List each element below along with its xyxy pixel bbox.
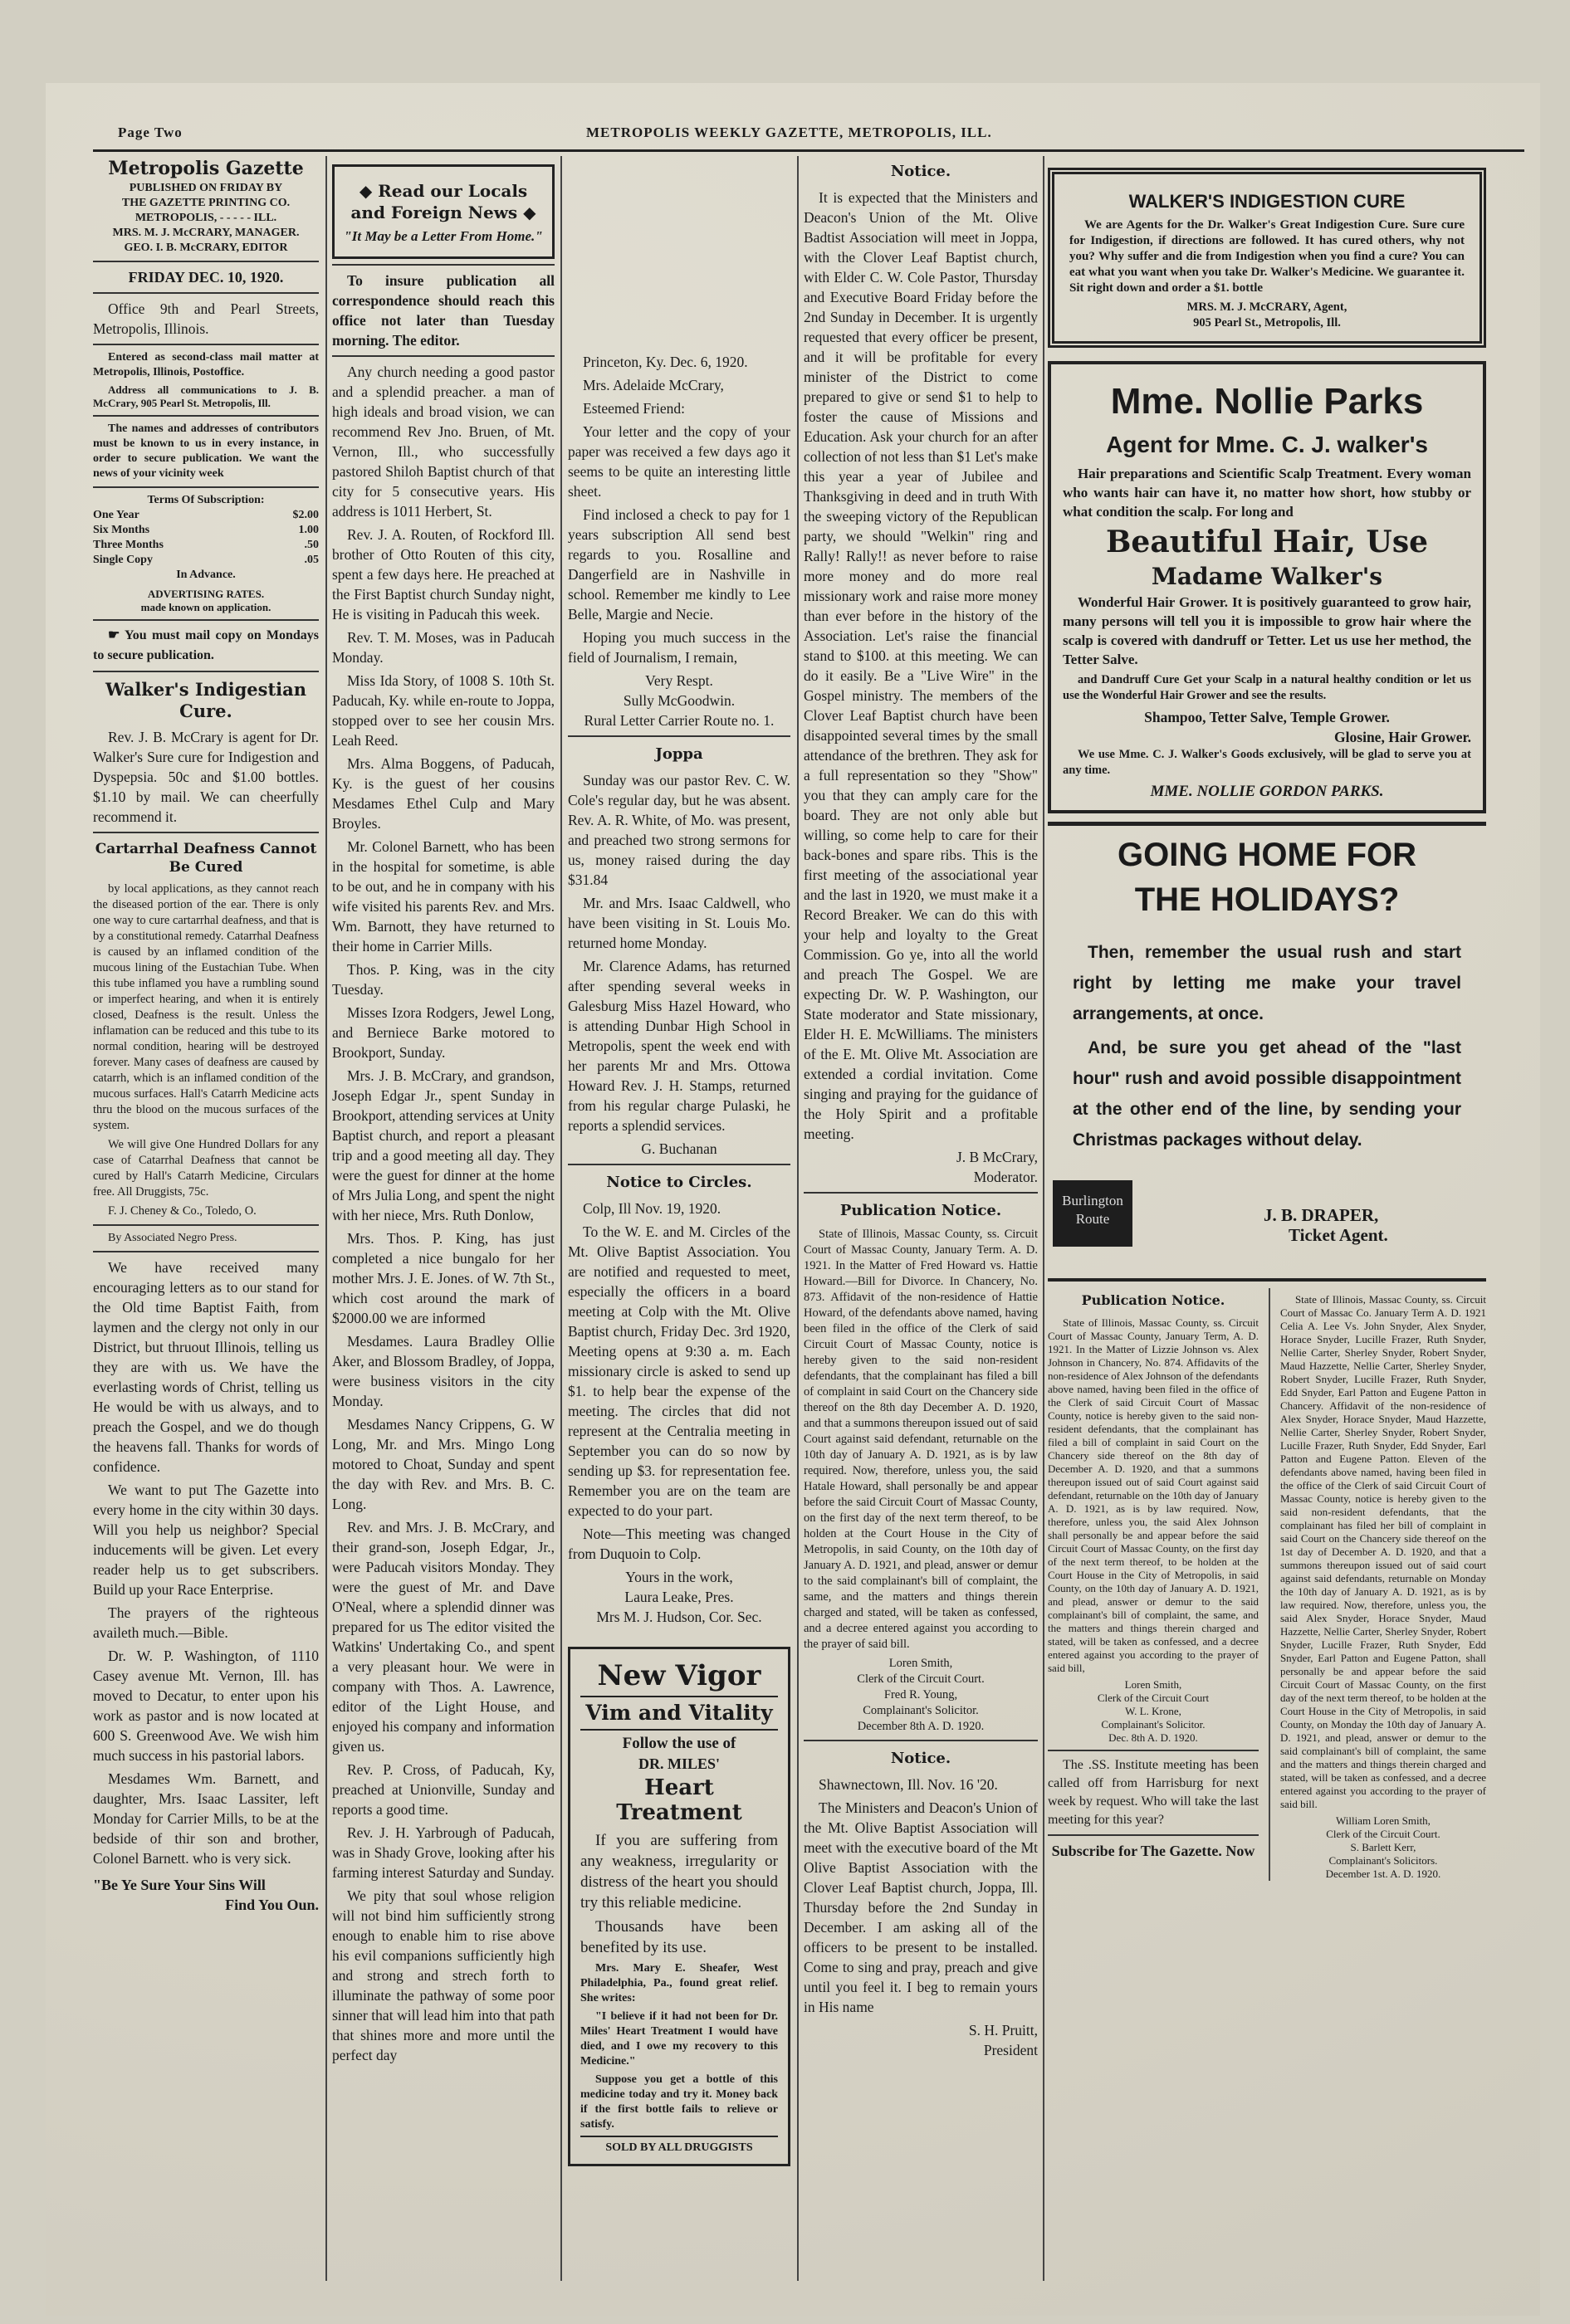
divider xyxy=(93,261,319,262)
pubA-sign: Complainant's Solicitor. xyxy=(1101,1718,1206,1731)
terms-label: One Year xyxy=(93,509,139,521)
page-folio xyxy=(0,116,1570,144)
pub-sign: Fred R. Young, xyxy=(883,1688,958,1702)
ad-para: Mrs. Mary E. Sheafer, West Philadelphia, Pa., found great relief. She writes: xyxy=(580,1962,778,2004)
contributors-notice: The names and addresses of contributors must be known to us in every instance, in order to secure publication. We want the news of your vicinity week xyxy=(93,422,319,480)
parks-big2: Madame Walker's xyxy=(1151,563,1383,590)
terms-advance: In Advance. xyxy=(176,569,236,581)
local-news-item: Rev. J. H. Yarbrough of Paducah, was in Shady Grove, looking after his farming interest Saturday and Sunday. xyxy=(332,1824,555,1881)
walker-ad-box xyxy=(1048,168,1486,348)
letter-sign: Sully McGoodwin. xyxy=(623,692,736,709)
copy-notice-text: You must mail copy on Mondays to secure publication. xyxy=(93,628,319,662)
masthead-line: METROPOLIS, - - - - - ILL. xyxy=(135,212,277,224)
pubA-sign: Clerk of the Circuit Court xyxy=(1097,1692,1210,1704)
article-para: The prayers of the righteous availeth much.—Bible. xyxy=(93,1604,319,1641)
terms-row xyxy=(93,538,319,553)
circles-note: Note—This meeting was changed from Duquoin to Colp. xyxy=(568,1526,790,1562)
notice2-sign: S. H. Pruitt, xyxy=(968,2022,1038,2038)
terms-row xyxy=(93,523,319,538)
local-news-item: Thos. P. King, was in the city Tuesday. xyxy=(332,961,555,998)
terms-value: $2.00 xyxy=(292,509,319,521)
letter-para: Find inclosed a check to pay for 1 years subscription All send best regards to you. Rosalline and Dangerfield are in Nashville in school. Remember me kindly to Lee Belle, Margie and Necie. xyxy=(568,506,790,622)
notice-sign: Moderator. xyxy=(973,1169,1038,1185)
ad-para: Thousands have been benefited by its use. xyxy=(580,1918,778,1956)
holidays-title-1: GOING HOME FOR xyxy=(1118,837,1416,873)
article-para: We want to put The Gazette into every home in the city within 30 days. Will you help us neighbor? Special inducements will be given. Let every reader help us to get subscribers. Build up your Race Enterprise. xyxy=(93,1482,319,1598)
ad-follow: Follow the use of xyxy=(622,1735,736,1752)
letter-para: Your letter and the copy of your paper was received a few days ago it seems to be quite an interesting little sheet. xyxy=(568,423,790,500)
local-news-item: Rev. T. M. Moses, was in Paducah Monday. xyxy=(332,629,555,666)
pubA-title: Publication Notice. xyxy=(1081,1292,1225,1308)
divider xyxy=(568,1164,790,1165)
joppa-para: Sunday was our pastor Rev. C. W. Cole's regular day, but he was absent. Rev. A. R. White, of Mo. was present, and preached two strong sermons for us, money raised during the day $31.84 xyxy=(568,772,790,888)
letter-to: Mrs. Adelaide McCrary, xyxy=(583,377,724,393)
terms-value: .05 xyxy=(304,554,319,566)
walker-cure-title: Walker's Indigestian Cure. xyxy=(105,679,307,721)
column-3 xyxy=(568,156,790,2281)
parks-agent: Agent for Mme. C. J. walker's xyxy=(1106,432,1428,457)
burlington-logo-text: Burlington xyxy=(1062,1193,1123,1208)
local-news-item: Mrs. J. B. McCrary, and grandson, Joseph Edgar Jr., spent Sunday in Brookport, attending services at Unity Baptist church, and report a pleasant trip and a good meeting all day. They were the guest for dinner at the home of Mrs Julia Long, and spent the night with her niece, Mrs. Ruth Donlow, xyxy=(332,1067,555,1223)
publication-notice-text: State of Illinois, Massac County, ss. Circuit Court of Massac County, January Term. A. D. 1921. In the Matter of Fred Howard vs. Hattie Howard.—Bill for Divorce. In Chancery, No. 873. Affidavit of the non-residence of Hattie Howard, of the defendants above named, having been filed in the office of the Clerk of said Circuit Court of Massac County, notice is hereby given to the said non-resident defendants, that the complainant has filed a bill of complaint in said Court on the Chancery side thereof on the 8th day December A. D. 1920, and that a summons thereupon issued out of said Court against said defendant, returnable on the 10th day of January A. D. 1921, as is by law required. Now, therefore, unless you, the said Hatale Howard, shall personally be and appear before the said Circuit Court of Massac County, on the first day of the next term thereof, to be holden at the Court House in the City of Metropolis, in said County, on the 10th day of January A. D. 1921, and plead, answer or demur to the said complainant's bill of complaint, the same, and the matters and things therein charged and stated, will be taken as confessed, and a decree entered against you according to the prayer of said bill. xyxy=(804,1228,1038,1651)
article-para: Mesdames Wm. Barnett, and daughter, Mrs. Isaac Lassiter, left Monday for Carrier Mills, to be at the bedside of thir son and brother, Colonel Barnett. who is very sick. xyxy=(93,1770,319,1867)
parks-para: Hair preparations and Scientific Scalp Treatment. Every woman who wants hair can have it, no matter how short, how stubby or what condition the scalp. For long and xyxy=(1063,466,1471,520)
local-news-item: Any church needing a good pastor and a splendid preacher. a man of high ideals and broad vision, we can recommend Rev Jno. Bruen, of Mt. Vernon, Ill., who successfully pastored Shiloh Baptist church of that city for 5 consecutive years. His address is 1011 Herbert, St. xyxy=(332,364,555,520)
divider xyxy=(1048,1750,1259,1751)
locals-box-title xyxy=(341,180,545,223)
notice-sign: J. B McCrary, xyxy=(956,1149,1038,1165)
divider xyxy=(804,1192,1038,1194)
divider xyxy=(93,1224,319,1226)
ad-para: Suppose you get a bottle of this medicine today and try it. Money back if the first bottle fails to relieve or satisfy. xyxy=(580,2073,778,2131)
closing-quote-1: "Be Ye Sure Your Sins Will xyxy=(93,1877,266,1893)
deafness-title: Cartarrhal Deafness Cannot Be Cured xyxy=(95,841,317,876)
diamond-icon: ◆ xyxy=(517,203,536,222)
pubB-sign: Clerk of the Circuit Court. xyxy=(1326,1828,1440,1840)
dr-miles-ad xyxy=(568,1647,790,2166)
issue-date: FRIDAY DEC. 10, 1920. xyxy=(128,269,284,286)
joppa-para: Mr. Clarence Adams, has returned after spending several weeks in Galesburg Miss Hazel Howard, who is attending Dunbar High School in Metropolis, spent the week end with her parents Mr and Mrs. Ottowa Howard Rev. J. H. Stamps, returned from his regular charge Pulaski, he reports a splendid services. xyxy=(568,958,790,1134)
holidays-para: Then, remember the usual rush and start right by letting me make your travel arrangements, at once. xyxy=(1073,943,1461,1023)
pub-sign: December 8th A. D. 1920. xyxy=(857,1720,985,1733)
locals-box xyxy=(332,164,555,259)
parks-para: and Dandruff Cure Get your Scalp in a natural healthy condition or let us use the Wonderful Hair Grower and see the results. xyxy=(1063,673,1471,702)
burlington-route-logo xyxy=(1053,1180,1132,1247)
address-notice: Address all communications to J. B. McCrary, 905 Pearl St. Metropolis, Ill. xyxy=(93,383,319,409)
column-4 xyxy=(804,156,1038,2281)
divider xyxy=(93,344,319,345)
locals-box-title-text: Read our Locals and Foreign News xyxy=(350,181,528,222)
notice-text: It is expected that the Ministers and Deacon's Union of the Mt. Olive Badtist Association will meet in Joppa, with the Clover Leaf Baptist church, with Elder C. W. Cole Pastor, Thursday and Executive Board Friday before the 2nd Sunday in December. It is urgently requested that every officer be present, and it will be profitable for every minister of the District to come prepared to give or send $1 to help to foster the cause of Missions and Education. Ask your church for an after collection of not less than $1 Let's make this year a year of Jubilee and Thanksgiving in deed and in truth With the sweeping victory of the Republican party, we should "Welkin" ring and Rally! Rally!! as never before to raise more money and do more real missionary work and raise more money than ever before in the history of the Association. Let's raise the financial stand to $100. at this meeting. We can do it easily. Be a "Live Wire" in the Gospel ministry. The members of the Clover Leaf Baptist church have been disappointed several times by the small attendance of the brethren. They ask for a full representation so they "Show" you that they can amply care for the board. They are not only able but willing, so come help to care for their back-bones and spare ribs. This is the first meeting of the associational year and the last in 1920, we must make it a Record Breaker. We can do this with your help and loyalty to the Great Commission. Go ye, into all the world and preach The Gospel. We are expecting Dr. W. P. Washington, our State moderator and State missionary, Elder H. E. McWilliams. The ministers of the E. Mt. Olive Mt. Association are extended a cordial invitation. Come singing and praying for the guidance of the Holy Spirit and a profitable meeting. xyxy=(804,189,1038,1142)
parks-para: Wonderful Hair Grower. It is positively guaranteed to grow hair, many persons will tell you it is impossible to grow hair where the scalp is covered with dandruff or Tetter. Let us use her method, the Tetter Salve. xyxy=(1063,594,1471,667)
column-2 xyxy=(332,156,555,2281)
holidays-ad xyxy=(1048,834,1486,1272)
parks-title: Mme. Nollie Parks xyxy=(1110,381,1424,422)
joppa-para: Mr. and Mrs. Isaac Caldwell, who have been visiting in St. Louis Mo. returned home Monday. xyxy=(568,895,790,951)
masthead xyxy=(93,156,319,672)
local-news-item: Rev. J. A. Routen, of Rockford Ill. brother of Otto Routen of this city, spent a few days here. He preached at the First Baptist church Sunday night, He is visiting in Paducah this week. xyxy=(332,526,555,622)
circles-head: Colp, Ill Nov. 19, 1920. xyxy=(583,1200,721,1217)
pubA-sign: Loren Smith, xyxy=(1124,1678,1182,1691)
divider xyxy=(93,832,319,833)
terms-row xyxy=(93,508,319,523)
running-header: METROPOLIS WEEKLY GAZETTE, METROPOLIS, ILL. xyxy=(586,124,992,140)
pubB-sign: December 1st. A. D. 1920. xyxy=(1325,1868,1441,1880)
pointing-hand-icon: ☛ xyxy=(108,628,125,642)
pub-sign: Clerk of the Circuit Court. xyxy=(857,1672,985,1686)
local-news-item: Mesdames Nancy Crippens, G. W Long, Mr. and Mrs. Mingo Long motored to Choat, Sunday and spent the day with Rev. and Mrs. B. C. Long. xyxy=(332,1416,555,1512)
entered-notice: Entered as second-class mail matter at Metropolis, Illinois, Postoffice. xyxy=(93,351,319,378)
deafness-sign: F. J. Cheney & Co., Toledo, O. xyxy=(108,1204,257,1218)
notice-title: Notice. xyxy=(890,163,951,180)
ss-institute: The .SS. Institute meeting has been called off from Harrisburg for next week by request. Who will take the last meeting for this year? xyxy=(1048,1758,1259,1827)
local-news-item: Mrs. Alma Boggens, of Paducah, Ky. is the guest of her cousins Mesdames Ethel Culp and Mary Broyles. xyxy=(332,755,555,832)
terms-label: Single Copy xyxy=(93,554,153,566)
notice2-sign: President xyxy=(983,2042,1038,2058)
masthead-line: MRS. M. J. McCRARY, MANAGER. xyxy=(112,227,300,239)
terms-value: .50 xyxy=(304,539,319,551)
publication-notice-title: Publication Notice. xyxy=(839,1202,1002,1219)
advertising-known: made known on application. xyxy=(140,601,271,613)
notice2-head: Shawnectown, Ill. Nov. 16 '20. xyxy=(819,1776,998,1793)
page-number: Page Two xyxy=(118,124,183,140)
letter-sign: Very Respt. xyxy=(645,672,713,689)
terms-label: Six Months xyxy=(93,524,150,536)
walker-ad-text: We are Agents for the Dr. Walker's Great Indigestion Cure. Sure cure for Indigestion, if directions are followed. It has cured others, why not you? Why suffer and die from Indigestion when you find a cure? You can eat what you want when you take Dr. Walker's Medicine. We guarantee it. Sit right down and order a $1. bottle xyxy=(1069,218,1465,295)
divider xyxy=(93,292,319,294)
draper-name: J. B. DRAPER, xyxy=(1264,1205,1379,1225)
circles-title: Notice to Circles. xyxy=(606,1174,752,1191)
masthead-line: PUBLISHED ON FRIDAY BY xyxy=(129,182,283,194)
local-news-item: Mesdames. Laura Bradley Ollie Aker, and Blossom Bradley, of Joppa, were business visitors in the city Monday. xyxy=(332,1333,555,1409)
divider xyxy=(332,264,555,266)
masthead-line: GEO. I. B. McCRARY, EDITOR xyxy=(124,242,288,254)
local-news-item: Rev. P. Cross, of Paducah, Ky, preached at Unionville, Sunday and reports a good time. xyxy=(332,1761,555,1818)
associated-press: By Associated Negro Press. xyxy=(108,1232,237,1244)
walker-ad-title: WALKER'S INDIGESTION CURE xyxy=(1128,191,1406,212)
pubB-text: State of Illinois, Massac County, ss. Circuit Court of Massac Co. January Term A. D. 1921 Celia A. Lee Vs. John Snyder, Alex Snyder, Horace Snyder, Lucille Frazer, Ruth Snyder, Nellie Carter, Sherley Snyder, Robert Snyder, Maud Hazzette, Nellie Carter, Sherley Snyder, Robert Snyder, Lucille Frazer, Ruth Snyder, Edd Snyder, Earl Patton and Eugene Patton in Chancery. Affidavit of the non-residence of Alex Snyder, Horace Snyder, Maud Hazzette, Nellie Carter, Sherley Snyder, Robert Snyder, Lucille Frazer, Ruth Snyder, Edd Snyder, Earl Patton and Eugene Patton. Eleven of the defendants above named, having been filed in the office of the Clerk of said Circuit Court of Massac County, notice is hereby given to the said non-resident defendants, that the complainant has filed her bill of complaint in said Court on the Chancery side thereof on the 1st day of December A. D. 1920, and that a summons thereupon issued out of said court against said defendants, returnable on Monday the 10th day of January A. D. 1921, as is by law required. Now, therefore, unless you, the said Alex Snyder, Horace Snyder, Maud Hazzette, Nellie Carter, Sherley Snyder, Robert Snyder, Lucille Frazer, Ruth Snyder, Edd Snyder, Earl Patton and Eugene Patton, shall personally be and appear before the said Circuit Court of Massac County, on the first day of the next term thereof, to be holden at the Court House in the City of Metropolis, in said County, on Monday the 10th day of January A. D. 1921, and plead, answer or demur to the said complainant's bill of complaint, the same and the matters and things therein charged and stated, will be taken as confessed, and a decree entered against you according to the prayer of said bill. xyxy=(1279,1293,1486,1810)
locals-box-subtitle: "It May be a Letter From Home." xyxy=(344,228,543,244)
terms-title: Terms Of Subscription: xyxy=(147,494,265,506)
right-column xyxy=(1048,156,1486,2281)
terms-label: Three Months xyxy=(93,539,164,551)
local-news-item: Mrs. Thos. P. King, has just completed a nice bungalo for her mother Mrs. J. E. Jones. of W. 7th St., which cost around the mark of $2000.00 we are informed xyxy=(332,1230,555,1326)
ad-para: If you are suffering from any weakness, irregularity or distress of the heart you should try this reliable medicine. xyxy=(580,1832,778,1911)
divider xyxy=(1048,1834,1259,1836)
local-news-item: We pity that soul whose religion will not bind him sufficiently strong enough to enable him to rise above his evil companions sufficiently high and strong and strech forth to illuminate the pathway of some poor sinner that will lead him into that path that shines more and more until the perfect day xyxy=(332,1887,555,2063)
notice2-text: The Ministers and Deacon's Union of the Mt. Olive Baptist Association will meet with the executive board of the Mt Olive Baptist Association with the Clover Leaf Baptist church, Joppa, Ill. Thursday before the 2nd Sunday in December. I am asking all of the officers to be present to be installed. Come to sing and pray, preach and give until you feel it. I beg to remain yours in His name xyxy=(804,1799,1038,2015)
masthead-line: THE GAZETTE PRINTING CO. xyxy=(121,197,291,209)
divider xyxy=(93,486,319,488)
divider xyxy=(568,735,790,737)
divider xyxy=(804,1740,1038,1741)
divider xyxy=(332,355,555,357)
circles-para: To the W. E. and M. Circles of the Mt. Olive Baptist Association. You are notified and requested to meet, especially the officers in a board meeting at Colp with the Mt. Olive Baptist church, Friday Dec. 3rd 1920, Meeting opens at 9:30 a. m. Each missionary circle is asked to send up $1. to help bear the expense of the meeting. The circles that did not represent at the Centralia meeting in September you can do so now by sending up $3. for representation fee. Remember you are on the team are expected to do your part. xyxy=(568,1223,790,1519)
pubA-sign: Dec. 8th A. D. 1920. xyxy=(1108,1731,1198,1744)
parks-ad-box xyxy=(1048,361,1486,813)
closing-quote-2: Find You Oun. xyxy=(225,1897,319,1913)
publication-notice-b xyxy=(1280,1288,1486,1881)
holidays-para: And, be sure you get ahead of the "last hour" rush and avoid possible disappointment at the other end of the line, by sending your Christmas packages without delay. xyxy=(1073,1038,1461,1150)
pub-sign: Complainant's Solicitor. xyxy=(863,1704,979,1717)
parks-big1: Beautiful Hair, Use xyxy=(1105,525,1428,559)
parks-para: We use Mme. C. J. Walker's Goods exclusively, will be glad to serve you at any time. xyxy=(1063,748,1471,777)
notice2-title: Notice. xyxy=(890,1750,951,1767)
circles-sign: Mrs M. J. Hudson, Cor. Sec. xyxy=(596,1609,762,1625)
circles-sign: Laura Leake, Pres. xyxy=(624,1589,734,1605)
draper-title: Ticket Agent. xyxy=(1289,1225,1388,1245)
pubB-sign: William Loren Smith, xyxy=(1336,1814,1431,1827)
terms-table xyxy=(93,508,319,568)
parks-sign: MME. NOLLIE GORDON PARKS. xyxy=(1150,783,1384,800)
copy-notice xyxy=(93,626,319,666)
office-address: Office 9th and Pearl Streets, Metropolis, Illinois. xyxy=(93,300,319,337)
column-rule xyxy=(325,156,327,2281)
pub-sign: Loren Smith, xyxy=(888,1657,953,1670)
terms-row xyxy=(93,553,319,568)
deafness-text: by local applications, as they cannot reach the diseased portion of the ear. There is only one way to cure cartarrhal deafness, and that is by a constitutional remedy. Catarrhal Deafness is caused by an inflamed condition of the mucous lining of the Eustachian Tube. When this tube inflamed you have a rumbling sound or imperfect hearing, and when it is entirely closed, Deafness is the result. Unless the inflamation can be reduced and this tube to its normal condition, hearing will be destroyed forever. Many cases of deafness are caused by catarrh, which is an inflamed condition of the mucous surfaces. Hall's Catarrh Medicine acts thru the blood on the mucous surfaces of the system. xyxy=(93,882,319,1132)
divider xyxy=(93,671,319,672)
deafness-reward: We will give One Hundred Dollars for any case of Catarrhal Deafness that cannot be cured by Hall's Catarrh Medicine, Circulars free. All Druggists, 75c. xyxy=(93,1138,319,1199)
header-rule xyxy=(93,149,1524,152)
walker-cure-text: Rev. J. B. McCrary is agent for Dr. Walker's Sure cure for Indigestion and Dyspepsia. 50c and $1.00 bottles. $1.10 by mail. We can cheerfully recommend it. xyxy=(93,729,319,825)
column-rule xyxy=(1269,1288,1270,1881)
local-news-list xyxy=(332,362,555,2065)
diamond-icon: ◆ xyxy=(359,181,379,201)
ad-dr: DR. MILES' xyxy=(638,1755,720,1772)
letter-sign: Rural Letter Carrier Route no. 1. xyxy=(584,712,775,729)
walker-ad-sign: 905 Pearl St., Metropolis, Ill. xyxy=(1193,316,1341,330)
walker-ad-sign: MRS. M. J. McCRARY, Agent, xyxy=(1186,300,1347,314)
pubA-text: State of Illinois, Massac County, ss. Circuit Court of Massac County, January Term, A. D. 1921. In the Matter of Lizzie Johnson vs. Alex Johnson in Chancery, No. 874. Affidavits of the non-residence of Alex Johnson of the defendants above named, having been filed in the office of the Clerk of said Circuit Court of Massac County, notice is hereby given to the said non-resident defendants, that the complainant has filed a bill of complaint in said Court on the Chancery side thereof on the 8th day of December A. D. 1920, and that a summons thereupon issued out of said Court against said defendant, returnable on the 10th day of January A. D. 1921, as is by law required. Now, therefore, unless you, the said Alex Johnson shall personally be and appear before the said Circuit Court of Massac County, on the first day of the next term thereof, to be holden at the Court House in the City of Metropolis, in said County, on the 10th day of January A. D. 1921, and plead, answer or demur to the said complainant's bill of complaint, the same, and the matters and things therein charged and stated, will be taken as confessed, and a decree entered against you according to the prayer of said bill, xyxy=(1048,1316,1259,1674)
column-1 xyxy=(93,156,319,2281)
joppa-sign: G. Buchanan xyxy=(641,1140,717,1157)
joppa-title: Joppa xyxy=(655,745,703,763)
ad-subtitle: Vim and Vitality xyxy=(585,1701,773,1725)
letter-head: Princeton, Ky. Dec. 6, 1920. xyxy=(583,354,748,370)
holidays-title-2: THE HOLIDAYS? xyxy=(1134,881,1400,918)
local-news-item: Misses Izora Rodgers, Jewel Long, and Berniece Barke motored to Brookport, Sunday. xyxy=(332,1004,555,1061)
divider xyxy=(93,1251,319,1252)
ad-para: "I believe if it had not been for Dr. Miles' Heart Treatment I would have died, and I owe my recovery to this Medicine." xyxy=(580,2010,778,2068)
pubA-sign: W. L. Krone, xyxy=(1125,1705,1181,1717)
article-para: Dr. W. P. Washington, of 1110 Casey avenue Mt. Vernon, Ill. has moved to Decatur, to enter upon his work as pastor and is now located at 600 S. Greenwood Ave. We wish him much success in his pastorial labors. xyxy=(93,1648,319,1764)
column-rule xyxy=(1043,156,1044,2281)
parks-products: Shampoo, Tetter Salve, Temple Grower. xyxy=(1144,709,1390,725)
letter-para: Hoping you much success in the field of Journalism, I remain, xyxy=(568,629,790,666)
column-rule xyxy=(797,156,799,2281)
article-para: We have received many encouraging letters as to our stand for the Old time Baptist Faith, from laymen and the clergy not only in our District, but thruout Illinois, telling us they are with us. We have the everlasting words of Christ, telling us He would be with us always, and to preach the Gospel, and we do though the heavens fall. Thanks for words of confidence. xyxy=(93,1259,319,1475)
pubB-sign: S. Barlett Kerr, xyxy=(1350,1841,1416,1853)
publication-notices xyxy=(1048,1288,1486,1881)
advertising-rates: ADVERTISING RATES. xyxy=(147,588,265,600)
ad-sold: SOLD BY ALL DRUGGISTS xyxy=(580,2136,778,2156)
divider xyxy=(93,415,319,417)
divider xyxy=(93,619,319,621)
correspondence-notice: To insure publication all correspondence should reach this office not later than Tuesday morning. The editor. xyxy=(332,272,555,349)
ad-title: New Vigor xyxy=(597,1659,761,1692)
local-news-item: Mr. Colonel Barnett, who has been in the hospital for sometime, is able to be out, and he in company with his wife visited his parents Rev. and Mrs. Wm. Barnott, they have returned to their home in Carrier Mills. xyxy=(332,838,555,954)
letter xyxy=(568,352,790,730)
local-news-item: Rev. and Mrs. J. B. McCrary, and their grand-son, Joseph Edgar, Jr., were Paducah visitors Monday. They were the guest of Mr. and Dave O'Neal, where a splendid dinner was prepared for us The editor visited the Watkins' Undertaking Co., and spent a very pleasant hour. We were in company with Thos. A. Lawrence, editor of the Light House, and enjoyed his company and information given us. xyxy=(332,1519,555,1755)
masthead-title: Metropolis Gazette xyxy=(108,158,304,179)
parks-products2: Glosine, Hair Grower. xyxy=(1334,729,1471,745)
burlington-logo-text: Route xyxy=(1075,1211,1110,1227)
burlington-block xyxy=(1048,1172,1486,1272)
pubB-sign: Complainant's Solicitors. xyxy=(1328,1854,1438,1867)
terms-value: 1.00 xyxy=(298,524,319,536)
circles-sign: Yours in the work, xyxy=(625,1569,733,1585)
local-news-item: Miss Ida Story, of 1008 S. 10th St. Paducah, Ky. while en-route to Joppa, stopped over to see her cousin Mrs. Leah Reed. xyxy=(332,672,555,749)
letter-greeting: Esteemed Friend: xyxy=(583,400,685,417)
column-rule xyxy=(560,156,562,2281)
publication-notice-a xyxy=(1048,1288,1259,1881)
ad-heart: Heart Treatment xyxy=(616,1775,742,1825)
subscribe-now: Subscribe for The Gazette. Now xyxy=(1051,1843,1255,1859)
